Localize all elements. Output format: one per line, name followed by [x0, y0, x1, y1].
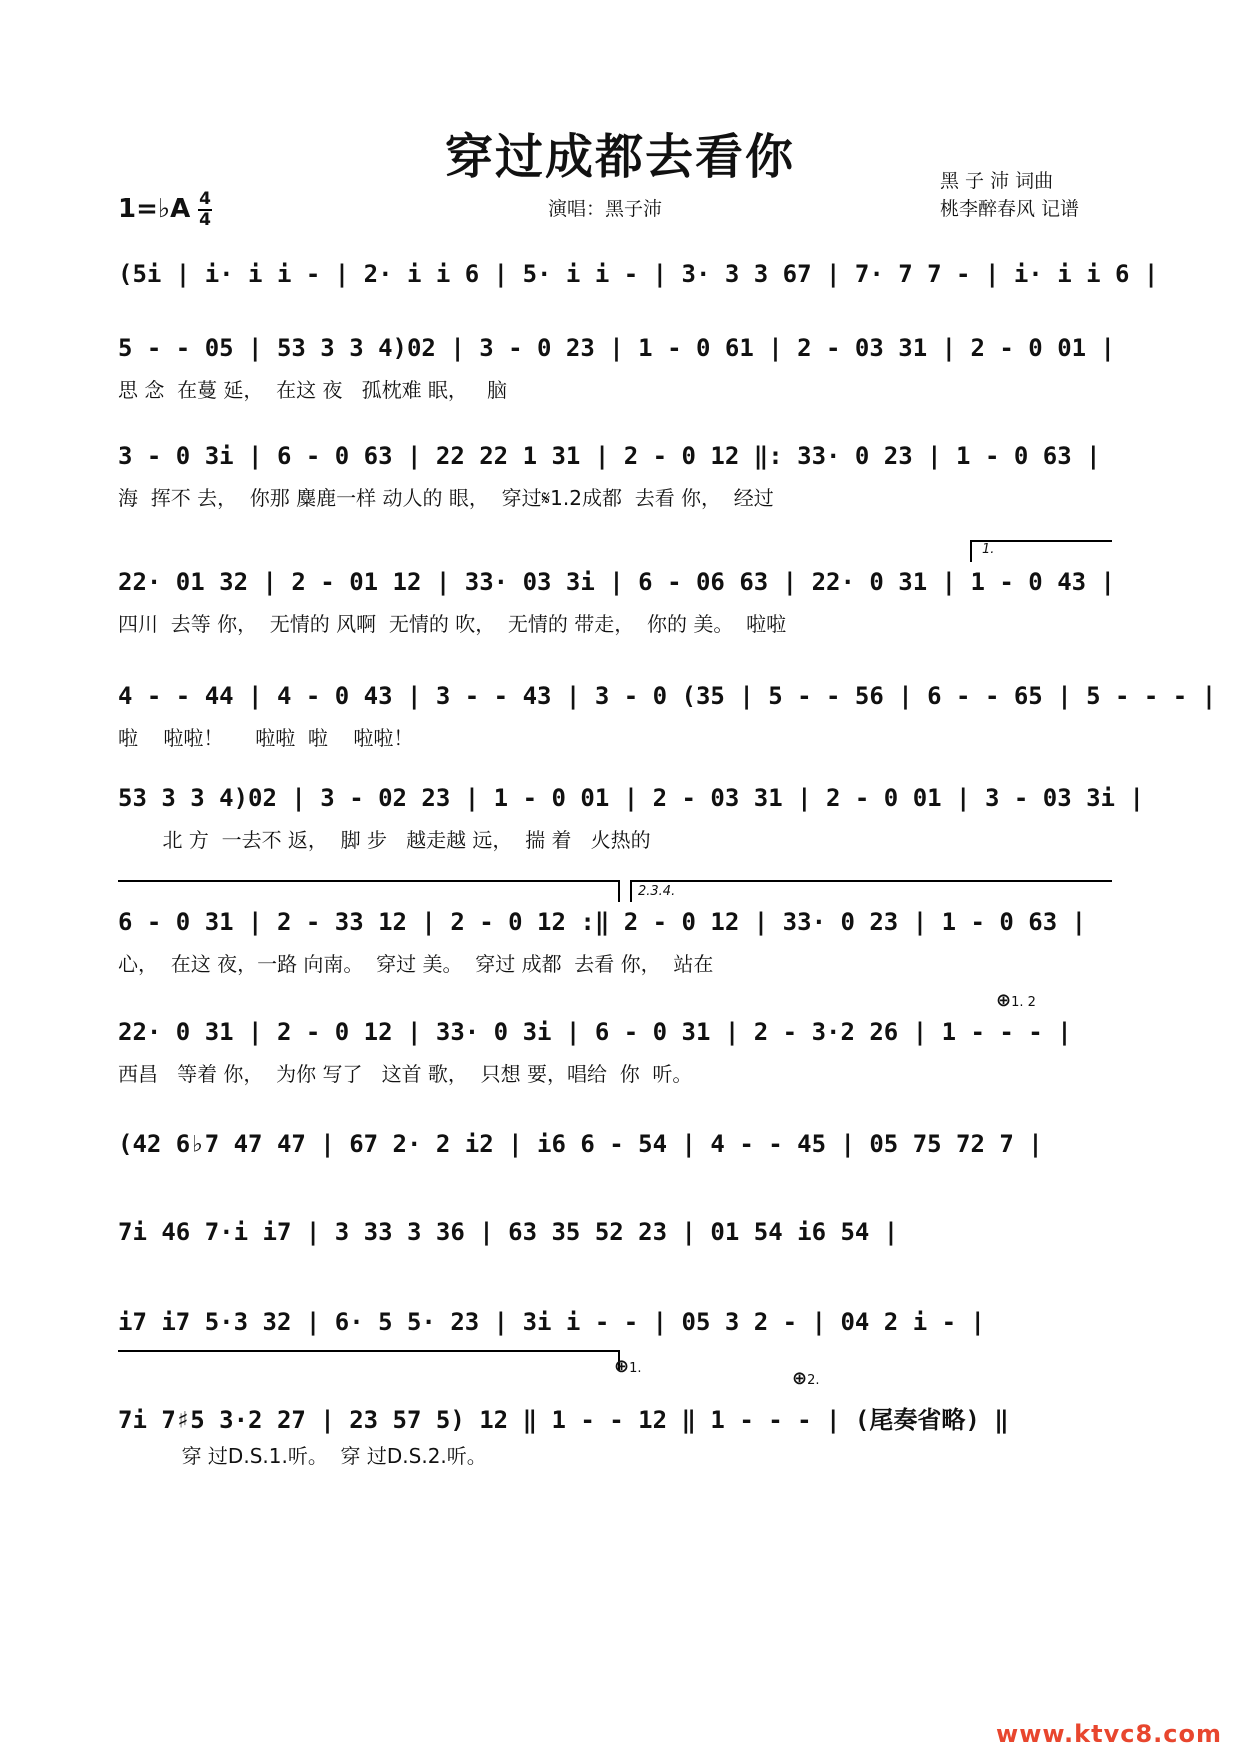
score-row-5-notes: 4 - - 44 | 4 - 0 43 | 3 - - 43 | 3 - 0 (35 | 5 - - 56 | 6 - - 65 | 5 - - - |: [118, 682, 1217, 710]
score-row-7-lyrics: 心， 在这 夜，一路 向南。 穿过 美。 穿过 成都 去看 你， 站在: [118, 952, 714, 976]
time-signature-top: 4: [199, 189, 211, 209]
singer-credit: 演唱：黑子沛: [548, 198, 663, 220]
coda-2-marker: ⊕2.: [792, 1368, 820, 1389]
score-row-9-notes: (42 6♭7 47 47 | 67 2· 2 i2 | i6 6 - 54 | 4 - - 45 | 05 75 72 7 |: [118, 1130, 1043, 1158]
time-signature: [198, 190, 212, 230]
coda-1-2-marker: ⊕1. 2: [996, 990, 1036, 1011]
score-row-3-notes: 3 - 0 3i | 6 - 0 63 | 22 22 1 31 | 2 - 0 12 ‖: 33· 0 23 | 1 - 0 63 |: [118, 442, 1101, 470]
score-row-10-notes: 7i 46 7·i i7 | 3 33 3 36 | 63 35 52 23 | 01 54 i6 54 |: [118, 1218, 899, 1246]
transcriber-credit: 桃李醉春风 记谱: [940, 198, 1080, 220]
score-row-4-lyrics: 四川 去等 你， 无情的 风啊 无情的 吹， 无情的 带走， 你的 美。 啦啦: [118, 612, 787, 636]
volta-1-bracket-side: [970, 540, 972, 562]
key-signature: 1=♭A: [118, 194, 191, 224]
score-row-8-notes: 22· 0 31 | 2 - 0 12 | 33· 0 3i | 6 - 0 31 | 2 - 3·2 26 | 1 - - - |: [118, 1018, 1072, 1046]
score-row-6-lyrics: 北 方 一去不 返， 脚 步 越走越 远， 揣 着 火热的: [118, 828, 651, 852]
volta-1-label: 1.: [982, 542, 995, 557]
volta-2-bracket: [630, 880, 1112, 882]
time-signature-bottom: 4: [199, 210, 211, 230]
score-row-12-lyrics: 穿 过D.S.1.听。 穿 过D.S.2.听。: [118, 1444, 487, 1468]
score-row-12-notes: 7i 7♯5 3·2 27 | 23 57 5) 12 ‖ 1 - - 12 ‖ 1 - - - | (尾奏省略) ‖: [118, 1406, 1009, 1434]
score-row-11-notes: i7 i7 5·3 32 | 6· 5 5· 23 | 3i i - - | 05 3 2 - | 04 2 i - |: [118, 1308, 985, 1336]
score-row-3-lyrics: 海 挥不 去， 你那 麋鹿一样 动人的 眼， 穿过𝄋1.2成都 去看 你， 经过: [118, 486, 774, 510]
score-row-4-notes: 22· 01 32 | 2 - 01 12 | 33· 03 3i | 6 - 06 63 | 22· 0 31 | 1 - 0 43 |: [118, 568, 1115, 596]
score-row-2-lyrics: 思 念 在蔓 延， 在这 夜 孤枕难 眠， 脑: [118, 378, 508, 402]
volta-final-line: [118, 1350, 618, 1352]
score-row-8-lyrics: 西昌 等着 你， 为你 写了 这首 歌， 只想 要，唱给 你 听。: [118, 1062, 693, 1086]
watermark: www.ktvc8.com: [996, 1720, 1222, 1748]
score-title: 穿过成都去看你: [444, 129, 795, 185]
score-row-5-lyrics: 啦 啦啦！ 啦啦 啦 啦啦！: [118, 726, 414, 750]
composer-credit: 黑 子 沛 词曲: [940, 170, 1054, 192]
score-row-2-notes: 5 - - 05 | 53 3 3 4)02 | 3 - 0 23 | 1 - 0 61 | 2 - 03 31 | 2 - 0 01 |: [118, 334, 1115, 362]
score-row-6-notes: 53 3 3 4)02 | 3 - 02 23 | 1 - 0 01 | 2 - 03 31 | 2 - 0 01 | 3 - 03 3i |: [118, 784, 1144, 812]
volta-2-label: 2.3.4.: [638, 884, 676, 899]
coda-1-marker: ⊕1.: [614, 1356, 642, 1377]
score-row-1-notes: (5i | i· i i - | 2· i i 6 | 5· i i - | 3· 3 3 67 | 7· 7 7 - | i· i i 6 |: [118, 260, 1159, 288]
score-row-7-notes: 6 - 0 31 | 2 - 33 12 | 2 - 0 12 :‖ 2 - 0 12 | 33· 0 23 | 1 - 0 63 |: [118, 908, 1087, 936]
volta-2-bracket-side: [630, 880, 632, 902]
volta-1-continuation: [118, 880, 618, 882]
volta-1-end: [618, 880, 620, 902]
